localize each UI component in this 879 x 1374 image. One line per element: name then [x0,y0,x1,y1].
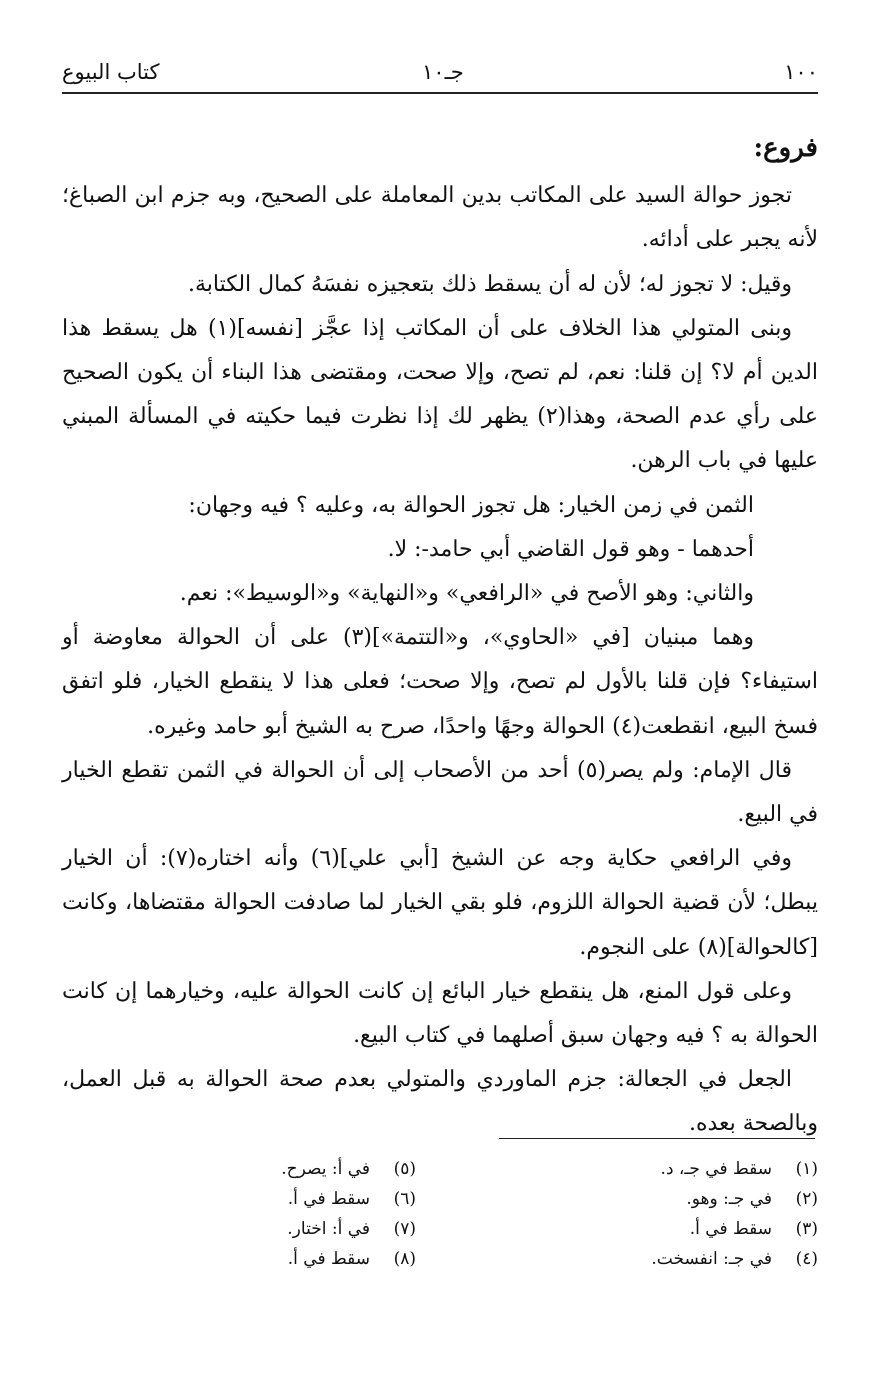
footnote-text: في جـ: انفسخت. [651,1249,772,1269]
footnote [518,1154,818,1184]
footnote-text: في جـ: وهو. [686,1189,772,1209]
footnote-text: في أ: يصرح. [281,1159,370,1179]
footnote [116,1154,416,1184]
footnote-number: (٨) [393,1249,416,1269]
footnote-text: سقط في أ. [287,1189,370,1209]
paragraph: وبنى المتولي هذا الخلاف على أن المكاتب إذا عجَّز [نفسه](١) هل يسقط هذا الدين أم لا؟ إن قلنا: نعم، لم تصح، وإلا صحت، ومقتضى هذا البناء أن يكون الصحيح على رأي عدم الصحة، وهذا(٢) يظهر لك إذا نظرت فيما حكيته في المسألة المبني عليها في باب الرهن. [62,315,818,474]
header-rule [62,92,818,94]
footnote [518,1184,818,1214]
page-number: ١٠٠ [784,60,818,84]
footnotes-left-column [116,1154,416,1274]
footnote-number: (١) [795,1159,818,1179]
main-text [62,118,818,1147]
paragraph: أحدهما - وهو قول القاضي أبي حامد-: لا. [387,536,754,562]
footnote-number: (٧) [393,1219,416,1239]
paragraph: وفي الرافعي حكاية وجه عن الشيخ [أبي علي](٦) وأنه اختاره(٧): أن الخيار يبطل؛ لأن قضية الحوالة اللزوم، فلو بقي الخيار لما صادفت الحوالة مقتضاها، وكانت [كالحوالة](٨) على النجوم. [62,846,818,960]
footnote-number: (٤) [795,1249,818,1269]
volume-label: جـ١٠ [422,60,464,84]
footnote-number: (٥) [393,1159,416,1179]
footnote-text: سقط في أ. [287,1249,370,1269]
footnotes-right-column [518,1154,818,1274]
footnote-text: في أ: اختار. [287,1219,370,1239]
section-heading: فروع: [753,133,818,163]
footnote-number: (٦) [393,1189,416,1209]
footnote [116,1214,416,1244]
footnote [116,1244,416,1274]
footnote [518,1214,818,1244]
paragraph: والثاني: وهو الأصح في «الرافعي» و«النهاية» و«الوسيط»: نعم. [179,581,754,607]
paragraph: وهما مبنيان [في «الحاوي»، و«التتمة»](٣) على أن الحوالة معاوضة أو استيفاء؟ فإن قلنا بالأول لم تصح، وإلا صحت؛ فعلى هذا لا ينقطع الخيار، فلو اتفق فسخ البيع، انقطعت(٤) الحوالة وجهًا واحدًا، صرح به الشيخ أبو حامد وغيره. [62,625,818,739]
footnote-number: (٢) [795,1189,818,1209]
paragraph: وقيل: لا تجوز له؛ لأن له أن يسقط ذلك بتعجيزه نفسَهُ كمال الكتابة. [187,271,792,297]
paragraph: الجعل في الجعالة: جزم الماوردي والمتولي بعدم صحة الحوالة به قبل العمل، وبالصحة بعده. [62,1067,818,1137]
footnote-text: سقط في أ. [689,1219,772,1239]
paragraph: قال الإمام: ولم يصر(٥) أحد من الأصحاب إلى أن الحوالة في الثمن تقطع الخيار في البيع. [62,757,818,828]
footnote [116,1184,416,1214]
footnote-text: سقط في جـ، د. [660,1159,772,1179]
book-title: كتاب البيوع [62,60,160,84]
paragraph: تجوز حوالة السيد على المكاتب بدين المعاملة على الصحيح، وبه جزم ابن الصباغ؛ لأنه يجبر على أدائه. [62,183,818,253]
paragraph: الثمن في زمن الخيار: هل تجوز الحوالة به، وعليه ؟ فيه وجهان: [188,492,754,518]
paragraph: وعلى قول المنع، هل ينقطع خيار البائع إن كانت الحوالة عليه، وخيارهما إن كانت الحوالة به ؟ فيه وجهان سبق أصلهما في كتاب البيع. [62,978,818,1049]
running-head [62,54,818,94]
footnote [518,1244,818,1274]
footnote-rule [499,1138,815,1139]
footnote-number: (٣) [795,1219,818,1239]
